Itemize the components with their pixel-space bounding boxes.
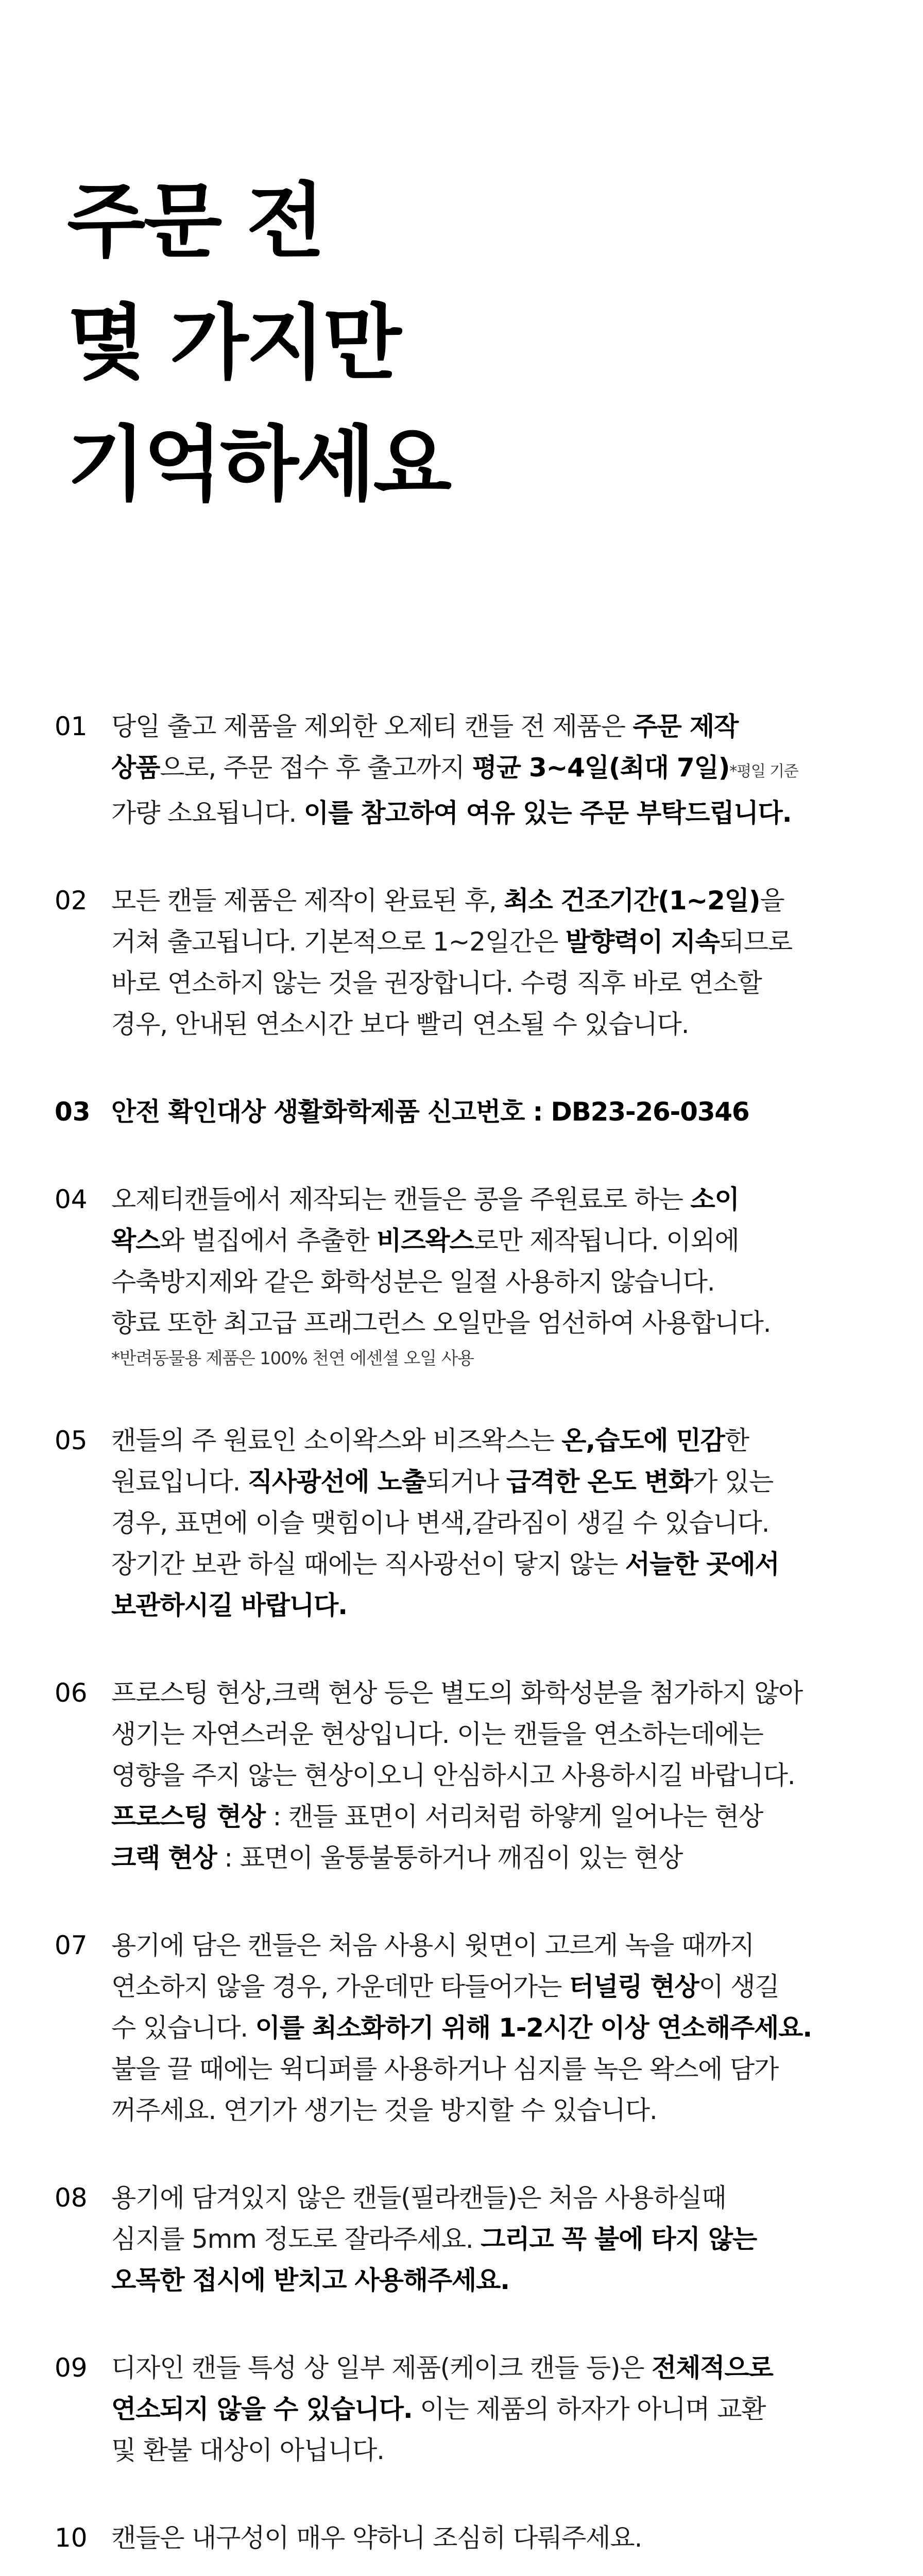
- item-line: [111, 1220, 889, 1261]
- item-number: 01: [55, 711, 88, 741]
- body-text: 이는 제품의 하자가 아니며 교환: [412, 2394, 766, 2424]
- item-line: [111, 1420, 889, 1461]
- item-spacer: [55, 834, 889, 880]
- emphasis-text: 발향력이 지속: [565, 927, 720, 957]
- body-text: 한: [724, 1426, 749, 1455]
- body-text: 수축방지제와 같은 화학성분은 일절 사용하지 않습니다.: [111, 1267, 715, 1297]
- body-text: 모든 캔들 제품은 제작이 완료된 후,: [111, 886, 504, 916]
- body-text: : 캔들 표면이 서리처럼 하얗게 일어나는 현상: [265, 1802, 763, 1832]
- emphasis-text: 왁스: [111, 1226, 160, 1256]
- emphasis-text: 직사광선에 노출: [247, 1467, 426, 1497]
- notice-item-05: [55, 1420, 889, 1626]
- notice-item-07: [55, 1925, 889, 2131]
- item-line: [111, 2430, 889, 2471]
- emphasis-text: 급격한 온도 변화: [506, 1467, 693, 1497]
- item-text: [111, 2517, 889, 2558]
- body-text: 로만 제작됩니다. 이외에: [473, 1226, 739, 1256]
- body-text: 경우, 표면에 이슬 맺힘이나 변색,갈라짐이 생길 수 있습니다.: [111, 1508, 770, 1538]
- body-text: 불을 끌 때에는 윅디퍼를 사용하거나 심지를 녹은 왁스에 담가: [111, 2054, 779, 2084]
- item-line: [111, 1837, 889, 1878]
- item-number: 05: [55, 1426, 88, 1455]
- emphasis-text: 크랙 현상: [111, 1843, 217, 1873]
- body-text: 및 환불 대상이 아닙니다.: [111, 2435, 384, 2465]
- body-text: 이 생길: [698, 1972, 779, 2002]
- item-line: [111, 2218, 889, 2260]
- item-number: 09: [55, 2353, 88, 2383]
- item-text: [111, 2347, 889, 2471]
- item-line: [111, 1755, 889, 1796]
- item-number: 10: [55, 2523, 88, 2553]
- body-text: 프로스팅 현상,크랙 현상 등은 별도의 화학성분을 첨가하지 않아: [111, 1678, 803, 1708]
- notice-list: [55, 706, 889, 2576]
- item-number: 02: [55, 886, 88, 916]
- body-text: 연소하지 않을 경우, 가운데만 타들어가는: [111, 1972, 569, 2002]
- title-line-1: 주문 전: [67, 174, 323, 269]
- item-spacer: [55, 2471, 889, 2517]
- body-text: 꺼주세요. 연기가 생기는 것을 방지할 수 있습니다.: [111, 2095, 657, 2125]
- item-line: [111, 1261, 889, 1302]
- item-spacer: [55, 2558, 889, 2576]
- emphasis-text: 이를 참고하여 여유 있는 주문 부탁드립니다.: [303, 798, 792, 828]
- footnote-text: *평일 기준: [729, 762, 798, 781]
- item-line: [111, 2347, 889, 2388]
- body-text: 경우, 안내된 연소시간 보다 빨리 연소될 수 있습니다.: [111, 1009, 689, 1039]
- body-text: 캔들은 내구성이 매우 약하니 조심히 다뤄주세요.: [111, 2523, 642, 2553]
- item-line: [111, 1585, 889, 1626]
- title-line-2: 몇 가지만: [67, 296, 400, 391]
- emphasis-text: 평균 3~4일(최대 7일): [472, 753, 730, 783]
- item-line: [111, 880, 889, 921]
- item-line: [111, 2177, 889, 2218]
- item-line: [111, 1544, 889, 1585]
- body-text: 가 있는: [692, 1467, 773, 1497]
- body-text: 와 벌집에서 추출한: [160, 1226, 377, 1256]
- item-line: [111, 747, 889, 792]
- item-line: [111, 962, 889, 1004]
- emphasis-text: 온,습도에 민감: [561, 1426, 725, 1455]
- body-text: 을: [760, 886, 784, 916]
- emphasis-text: 그리고 꼭 불에 타지 않는: [481, 2224, 757, 2254]
- item-spacer: [55, 1132, 889, 1179]
- item-line: [111, 1672, 889, 1714]
- emphasis-text: 터널링 현상: [569, 1972, 699, 2002]
- item-number: 04: [55, 1184, 88, 1214]
- body-text: 장기간 보관 하실 때에는 직사광선이 닿지 않는: [111, 1549, 625, 1579]
- emphasis-text: 프로스팅 현상: [111, 1802, 265, 1832]
- body-text: 원료입니다.: [111, 1467, 248, 1497]
- item-text: [111, 1672, 889, 1878]
- item-number: 08: [55, 2183, 88, 2213]
- item-spacer: [55, 1626, 889, 1672]
- item-spacer: [55, 2301, 889, 2347]
- item-text: [111, 2177, 889, 2301]
- body-text: 으로, 주문 접수 후 출고까지: [160, 753, 472, 783]
- item-line: [111, 1004, 889, 1045]
- item-line: [111, 2048, 889, 2090]
- item-text: [111, 1179, 889, 1374]
- item-line: [111, 1966, 889, 2007]
- emphasis-text: 오목한 접시에 받치고 사용해주세요.: [111, 2265, 509, 2295]
- body-text: 바로 연소하지 않는 것을 권장합니다. 수령 직후 바로 연소할: [111, 968, 762, 998]
- body-text: 향료 또한 최고급 프래그런스 오일만을 엄선하여 사용합니다.: [111, 1308, 771, 1338]
- body-text: 되거나: [425, 1467, 506, 1497]
- body-text: 가량 소요됩니다.: [111, 798, 304, 828]
- emphasis-text: 서늘한 곳에서: [625, 1549, 779, 1579]
- body-text: 오제티캔들에서 제작되는 캔들은 콩을 주원료로 하는: [111, 1184, 691, 1214]
- emphasis-text: 주문 제작: [633, 711, 739, 741]
- emphasis-text: 보관하시길 바랍니다.: [111, 1590, 347, 1620]
- body-text: 당일 출고 제품을 제외한 오제티 캔들 전 제품은: [111, 711, 633, 741]
- item-text: [111, 1420, 889, 1626]
- notice-item-03: [55, 1091, 889, 1132]
- item-number: 03: [55, 1097, 91, 1127]
- item-number: 06: [55, 1678, 88, 1708]
- page-title: [67, 161, 450, 526]
- item-line: [111, 706, 889, 747]
- item-line: [111, 2090, 889, 2131]
- body-text: 되므로: [719, 927, 793, 957]
- notice-item-10: [55, 2517, 889, 2558]
- body-text: : 표면이 울퉁불퉁하거나 깨짐이 있는 현상: [216, 1843, 683, 1873]
- item-line: [111, 2007, 889, 2048]
- body-text: 캔들의 주 원료인 소이왁스와 비즈왁스는: [111, 1426, 562, 1455]
- body-text: 디자인 캔들 특성 상 일부 제품(케이크 캔들 등)은: [111, 2353, 652, 2383]
- notice-item-06: [55, 1672, 889, 1878]
- notice-item-02: [55, 880, 889, 1045]
- item-line: [111, 921, 889, 962]
- title-line-3: 기억하세요: [67, 417, 450, 512]
- emphasis-text: 상품: [111, 753, 160, 783]
- emphasis-text: 소이: [690, 1184, 739, 1214]
- body-text: 수 있습니다.: [111, 2013, 255, 2043]
- body-text: 거쳐 출고됩니다. 기본적으로 1~2일간은: [111, 927, 566, 957]
- item-line: [111, 2388, 889, 2430]
- item-text: [111, 880, 889, 1045]
- body-text: 용기에 담겨있지 않은 캔들(필라캔들)은 처음 사용하실때: [111, 2183, 726, 2213]
- notice-item-08: [55, 2177, 889, 2301]
- body-text: 심지를 5mm 정도로 잘라주세요.: [111, 2224, 481, 2254]
- item-line: [111, 1091, 889, 1132]
- item-spacer: [55, 2131, 889, 2177]
- notice-item-01: [55, 706, 889, 834]
- item-note: *반려동물용 제품은 100% 천연 에센셜 오일 사용: [111, 1348, 474, 1369]
- body-text: 용기에 담은 캔들은 처음 사용시 윗면이 고르게 녹을 때까지: [111, 1930, 754, 1960]
- notice-item-09: [55, 2347, 889, 2471]
- item-line: [111, 1502, 889, 1544]
- item-line: [111, 792, 889, 834]
- emphasis-text: 이를 최소화하기 위해 1-2시간 이상 연소해주세요.: [255, 2013, 812, 2043]
- item-spacer: [55, 1878, 889, 1925]
- item-line: [111, 1302, 889, 1344]
- emphasis-text: 전체적으로: [652, 2353, 773, 2383]
- item-line: [111, 1925, 889, 1966]
- item-number: 07: [55, 1930, 88, 1960]
- item-text: [111, 706, 889, 834]
- item-line: [111, 2260, 889, 2301]
- emphasis-text: 최소 건조기간(1~2일): [504, 886, 760, 916]
- item-line: [111, 2517, 889, 2558]
- emphasis-text: 연소되지 않을 수 있습니다.: [111, 2394, 413, 2424]
- item-spacer: [55, 1374, 889, 1420]
- item-line: [111, 1796, 889, 1837]
- emphasis-text: 안전 확인대상 생활화학제품 신고번호 : DB23-26-0346: [111, 1097, 749, 1127]
- emphasis-text: 비즈왁스: [377, 1226, 474, 1256]
- item-line: [111, 1714, 889, 1755]
- body-text: 영향을 주지 않는 현상이오니 안심하시고 사용하시길 바랍니다.: [111, 1760, 795, 1790]
- item-text: [111, 1091, 889, 1132]
- notice-item-04: [55, 1179, 889, 1374]
- item-spacer: [55, 1045, 889, 1091]
- item-line: [111, 1461, 889, 1502]
- item-line: [111, 1179, 889, 1220]
- body-text: 생기는 자연스러운 현상입니다. 이는 캔들을 연소하는데에는: [111, 1719, 763, 1749]
- item-text: [111, 1925, 889, 2131]
